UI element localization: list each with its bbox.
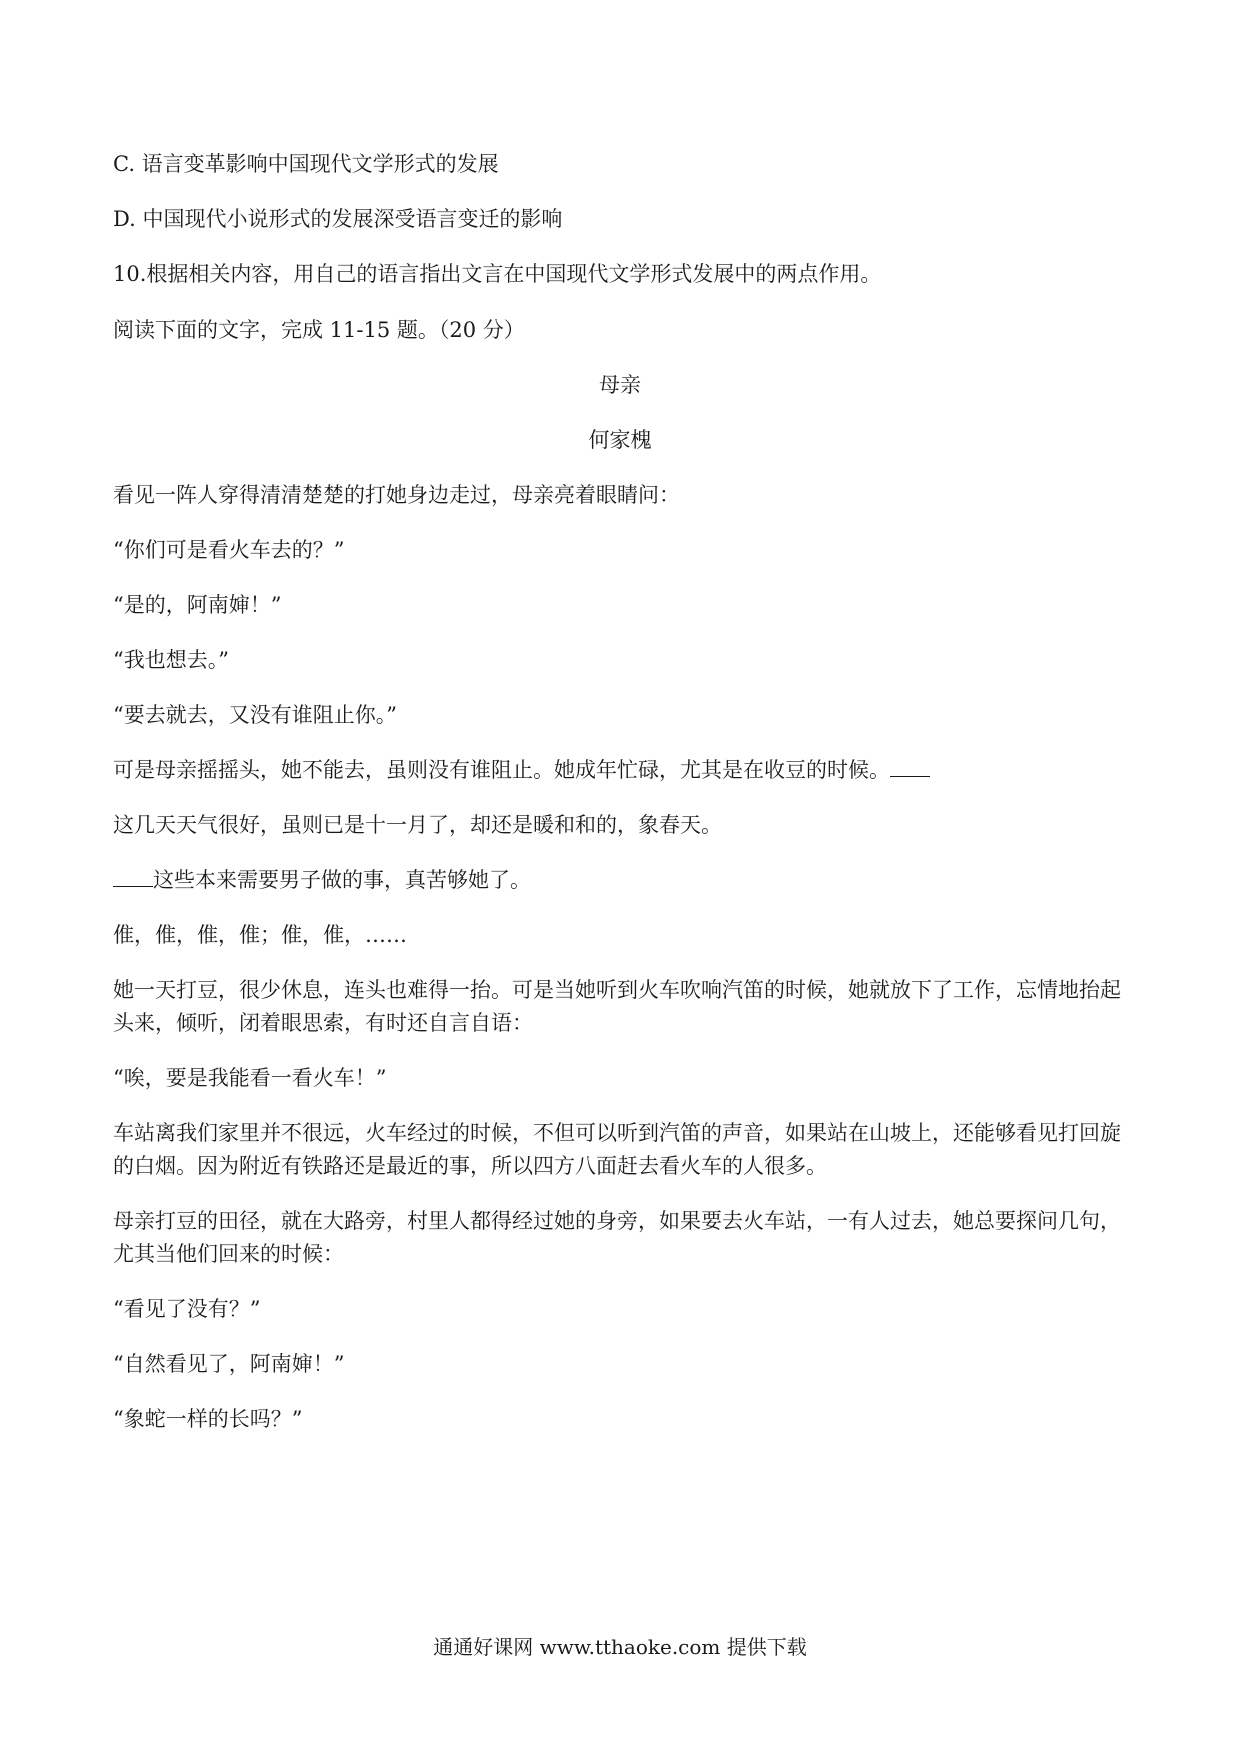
article-title: 母亲	[599, 373, 641, 397]
paragraph-6: 可是母亲摇摇头，她不能去，虽则没有谁阻止。她成年忙碌，尤其是在收豆的时候。	[113, 758, 890, 782]
article-author: 何家槐	[588, 428, 652, 452]
fill-blank-2	[113, 868, 153, 887]
paragraph-6-line	[113, 754, 1133, 787]
paragraph-15: “自然看见了，阿南婶！”	[113, 1352, 345, 1376]
paragraph-3: “是的，阿南婶！”	[113, 593, 282, 617]
paragraph-14: “看见了没有？”	[113, 1297, 261, 1321]
fill-blank-1	[890, 758, 930, 777]
paragraph-5: “要去就去，又没有谁阻止你。”	[113, 703, 397, 727]
option-c: C. 语言变革影响中国现代文学形式的发展	[113, 152, 499, 176]
reading-intro: 阅读下面的文字，完成 11-15 题。（20 分）	[113, 318, 525, 342]
paragraph-11: “唉，要是我能看一看火车！”	[113, 1066, 387, 1090]
paragraph-2: “你们可是看火车去的？”	[113, 538, 345, 562]
paragraph-12: 车站离我们家里并不很远，火车经过的时候，不但可以听到汽笛的声音，如果站在山坡上，还能够看见打回旋的白烟。因为附近有铁路还是最近的事，所以四方八面赶去看火车的人很多。	[113, 1121, 1121, 1178]
paragraph-10: 她一天打豆，很少休息，连头也难得一抬。可是当她听到火车吹响汽笛的时候，她就放下了工作，忘情地抬起头来，倾听，闭着眼思索，有时还自言自语：	[113, 978, 1121, 1035]
paragraph-1: 看见一阵人穿得清清楚楚的打她身边走过，母亲亮着眼睛问：	[113, 483, 680, 507]
question-10: 10.根据相关内容，用自己的语言指出文言在中国现代文学形式发展中的两点作用。	[113, 262, 882, 286]
paragraph-9: 倠，倠，倠，倠；倠，倠，……	[113, 923, 407, 947]
paragraph-7: 这几天天气很好，虽则已是十一月了，却还是暖和和的，象春天。	[113, 813, 722, 837]
option-d: D. 中国现代小说形式的发展深受语言变迁的影响	[113, 207, 563, 231]
page-footer: 通通好课网 www.tthaoke.com 提供下载	[433, 1635, 807, 1659]
paragraph-4: “我也想去。”	[113, 648, 229, 672]
paragraph-8: 这些本来需要男子做的事，真苦够她了。	[153, 868, 531, 892]
paragraph-16: “象蛇一样的长吗？”	[113, 1407, 303, 1431]
paragraph-13: 母亲打豆的田径，就在大路旁，村里人都得经过她的身旁，如果要去火车站，一有人过去，她总要探问几句，尤其当他们回来的时候：	[113, 1209, 1121, 1266]
paragraph-8-line	[113, 864, 1133, 897]
